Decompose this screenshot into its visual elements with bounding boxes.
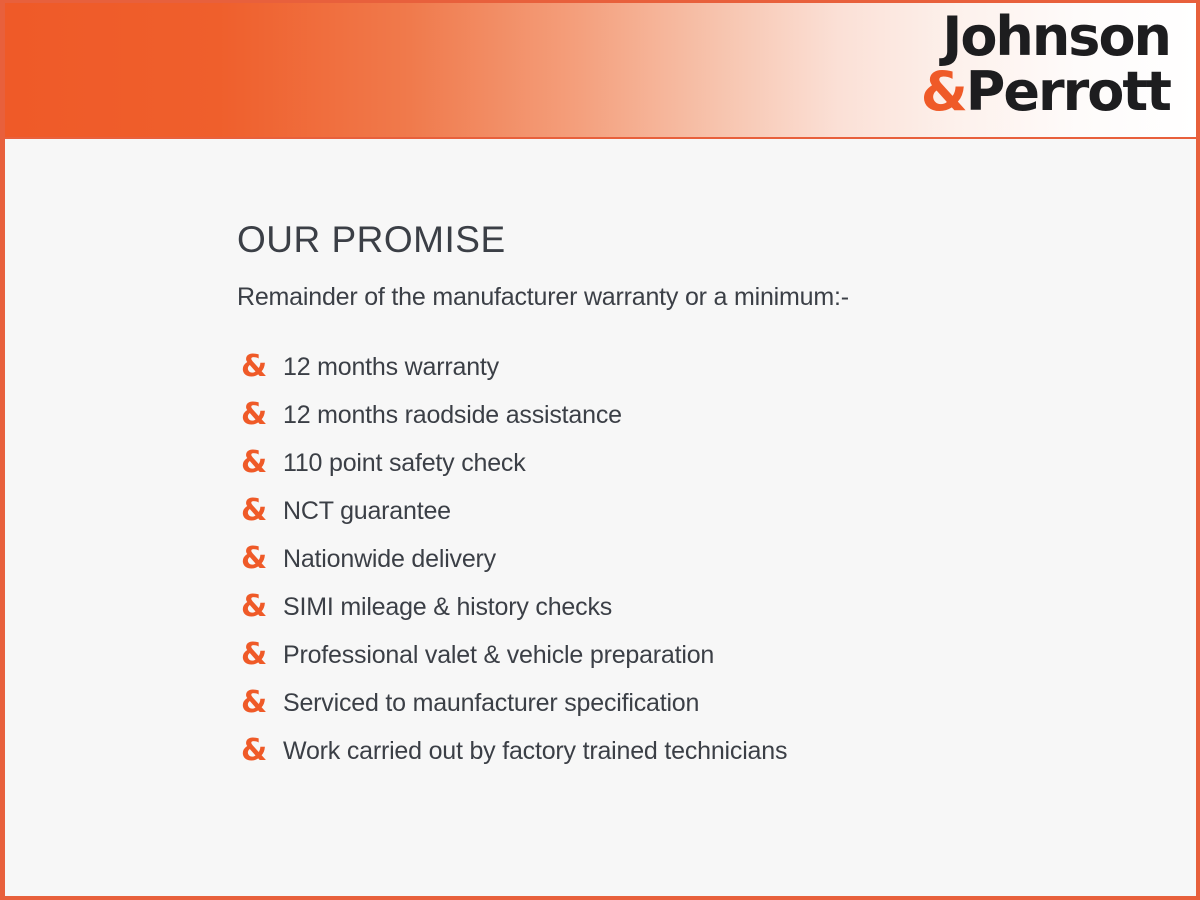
logo-line-johnson: Johnson: [942, 5, 1170, 68]
promise-list: [237, 350, 1196, 768]
ampersand-bullet-icon: &: [241, 397, 268, 432]
list-item-label: Nationwide delivery: [283, 544, 496, 573]
list-item-label: NCT guarantee: [283, 496, 451, 525]
ampersand-bullet-icon: &: [241, 445, 268, 480]
list-item: [237, 734, 1196, 768]
ampersand-bullet-icon: &: [241, 733, 268, 768]
content-area: [5, 139, 1196, 768]
logo-line-perrott: [920, 59, 1170, 123]
list-item-label: 110 point safety check: [283, 448, 526, 477]
list-item: [237, 398, 1196, 432]
list-item: [237, 494, 1196, 528]
list-item: [237, 542, 1196, 576]
list-item-label: Serviced to maunfacturer specification: [283, 688, 700, 717]
list-item: [237, 638, 1196, 672]
list-item-label: 12 months warranty: [283, 352, 499, 381]
list-item: [237, 350, 1196, 384]
johnson-perrott-logo: [920, 5, 1170, 123]
page-title: OUR PROMISE: [237, 219, 506, 260]
list-item-label: Professional valet & vehicle preparation: [283, 640, 715, 669]
logo-ampersand-icon: &: [920, 59, 966, 123]
ampersand-bullet-icon: &: [241, 637, 268, 672]
header-banner: [5, 3, 1196, 139]
ampersand-bullet-icon: &: [241, 685, 268, 720]
list-item: [237, 590, 1196, 624]
list-item-label: SIMI mileage & history checks: [283, 592, 613, 621]
list-item: [237, 446, 1196, 480]
logo-perrott-text: Perrott: [965, 59, 1170, 123]
ampersand-bullet-icon: &: [241, 541, 268, 576]
list-item-label: 12 months raodside assistance: [283, 400, 622, 429]
page-subtitle: Remainder of the manufacturer warranty or a minimum:-: [237, 283, 849, 311]
ampersand-bullet-icon: &: [241, 493, 268, 528]
list-item: [237, 686, 1196, 720]
list-item-label: Work carried out by factory trained technicians: [283, 736, 788, 765]
ampersand-bullet-icon: &: [241, 589, 268, 624]
ampersand-bullet-icon: &: [241, 349, 268, 384]
